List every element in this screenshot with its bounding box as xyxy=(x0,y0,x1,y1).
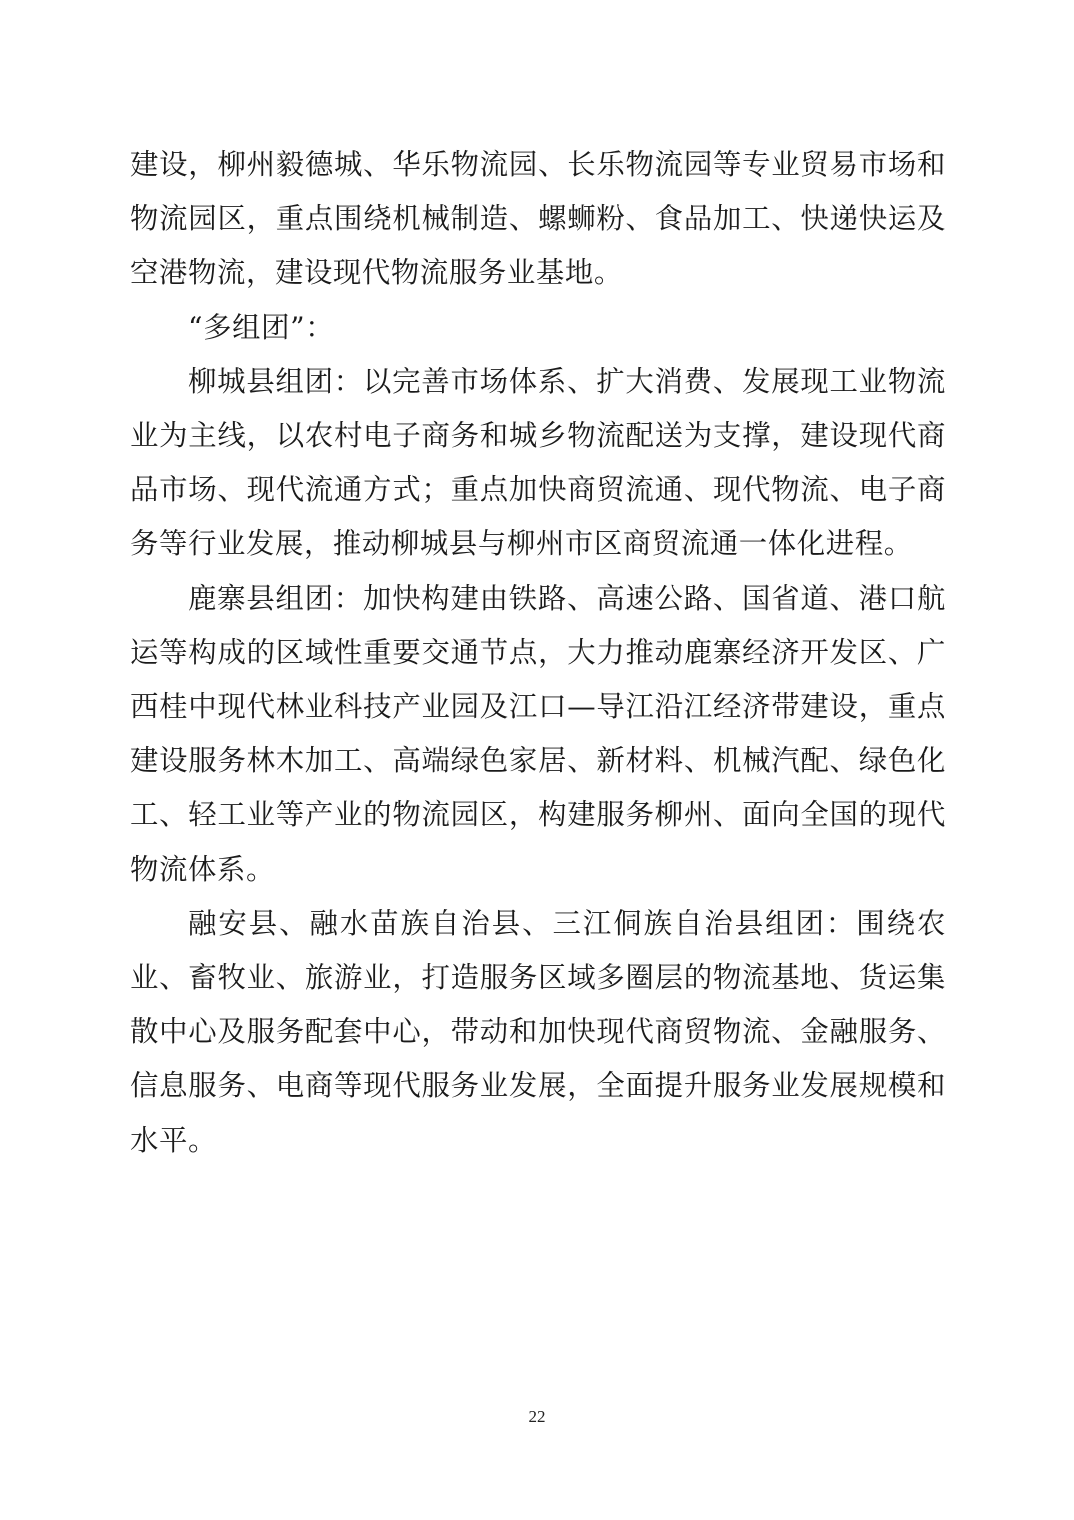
paragraph-continuation: 建设，柳州毅德城、华乐物流园、长乐物流园等专业贸易市场和物流园区，重点围绕机械制造、螺蛳粉、食品加工、快递快运及空港物流，建设现代物流服务业基地。 xyxy=(130,148,946,290)
body-text xyxy=(130,138,946,1168)
paragraph-heading-multi-cluster: “多组团”： xyxy=(188,310,335,344)
page-number: 22 xyxy=(528,1407,546,1426)
paragraph-rongan-rongshui-sanjiang-cluster: 融安县、融水苗族自治县、三江侗族自治县组团：围绕农业、畜牧业、旅游业，打造服务区域多圈层的物流基地、货运集散中心及服务配套中心，带动和加快现代商贸物流、金融服务、信息服务、电商等现代服务业发展，全面提升服务业发展规模和水平。 xyxy=(130,906,946,1157)
paragraph-liucheng-cluster: 柳城县组团：以完善市场体系、扩大消费、发展现工业物流业为主线，以农村电子商务和城乡物流配送为支撑，建设现代商品市场、现代流通方式；重点加快商贸流通、现代物流、电子商务等行业发展，推动柳城县与柳州市区商贸流通一体化进程。 xyxy=(130,364,946,561)
paragraph-luzhai-cluster: 鹿寨县组团：加快构建由铁路、高速公路、国省道、港口航运等构成的区域性重要交通节点，大力推动鹿寨经济开发区、广西桂中现代林业科技产业园及江口—导江沿江经济带建设，重点建设服务林木加工、高端绿色家居、新材料、机械汽配、绿色化工、轻工业等产业的物流园区，构建服务柳州、面向全国的现代物流体系。 xyxy=(130,581,946,886)
